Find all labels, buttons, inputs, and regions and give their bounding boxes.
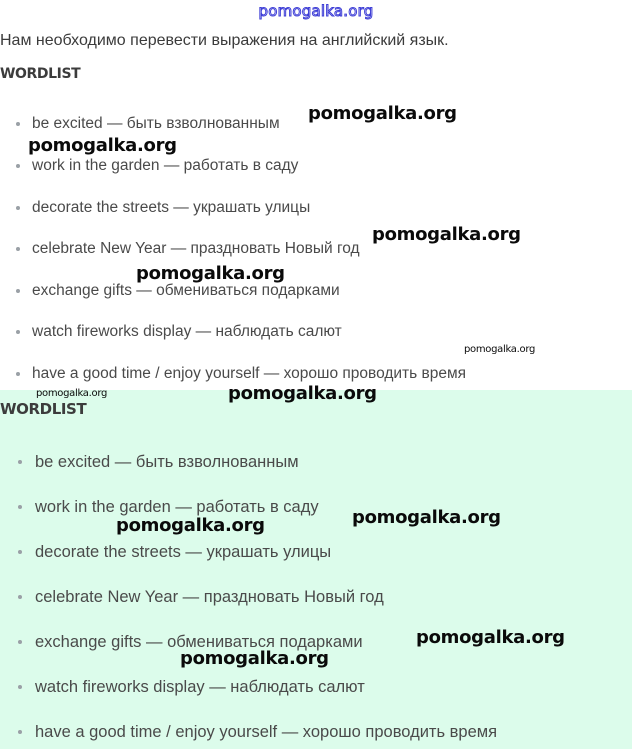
- bullet-icon: [18, 550, 22, 554]
- bullet-icon: [16, 330, 20, 334]
- intro-text: Нам необходимо перевести выражения на английский язык.: [0, 32, 449, 49]
- list-item: work in the garden — работать в саду: [0, 495, 632, 519]
- list-item: exchange gifts — обмениваться подарками: [0, 630, 632, 654]
- wordlist-title: WORDLIST: [0, 400, 87, 418]
- site-header-text: pomogalka.org: [258, 2, 374, 20]
- bullet-icon: [16, 372, 20, 376]
- list-item: celebrate New Year — праздновать Новый год: [0, 585, 632, 609]
- watermark: pomogalka.org: [308, 103, 457, 124]
- watermark: pomogalka.org: [136, 263, 285, 284]
- bullet-icon: [16, 206, 20, 210]
- list-item: celebrate New Year — праздновать Новый год: [0, 238, 632, 260]
- watermark: pomogalka.org: [116, 515, 265, 536]
- watermark: pomogalka.org: [352, 507, 501, 528]
- site-header: [0, 0, 632, 26]
- bullet-icon: [18, 730, 22, 734]
- watermark: pomogalka.org: [416, 627, 565, 648]
- bullet-icon: [18, 505, 22, 509]
- wordlist-title: WORDLIST: [0, 66, 81, 82]
- watermark: pomogalka.org: [464, 344, 536, 355]
- list-item: have a good time / enjoy yourself — хорошо проводить время: [0, 363, 632, 385]
- list-item: have a good time / enjoy yourself — хорошо проводить время: [0, 720, 632, 744]
- watermark: pomogalka.org: [28, 135, 177, 156]
- bullet-icon: [16, 247, 20, 251]
- bullet-icon: [18, 595, 22, 599]
- list-item: decorate the streets — украшать улицы: [0, 197, 632, 219]
- list-item: watch fireworks display — наблюдать салют: [0, 675, 632, 699]
- list-item: be excited — быть взволнованным: [0, 450, 632, 474]
- watermark: pomogalka.org: [180, 648, 329, 669]
- bullet-icon: [16, 122, 20, 126]
- list-item: be excited — быть взволнованным: [0, 113, 632, 135]
- list-item: watch fireworks display — наблюдать салют: [0, 321, 632, 343]
- watermark: pomogalka.org: [228, 383, 377, 404]
- watermark: pomogalka.org: [372, 224, 521, 245]
- list-item: work in the garden — работать в саду: [0, 155, 632, 177]
- bullet-icon: [16, 289, 20, 293]
- bullet-icon: [18, 685, 22, 689]
- bullet-icon: [18, 640, 22, 644]
- list-item: decorate the streets — украшать улицы: [0, 540, 632, 564]
- bullet-icon: [16, 164, 20, 168]
- watermark: pomogalka.org: [36, 388, 108, 399]
- wordlist-panel-lower: [0, 390, 632, 749]
- list-item: exchange gifts — обмениваться подарками: [0, 280, 632, 302]
- bullet-icon: [18, 460, 22, 464]
